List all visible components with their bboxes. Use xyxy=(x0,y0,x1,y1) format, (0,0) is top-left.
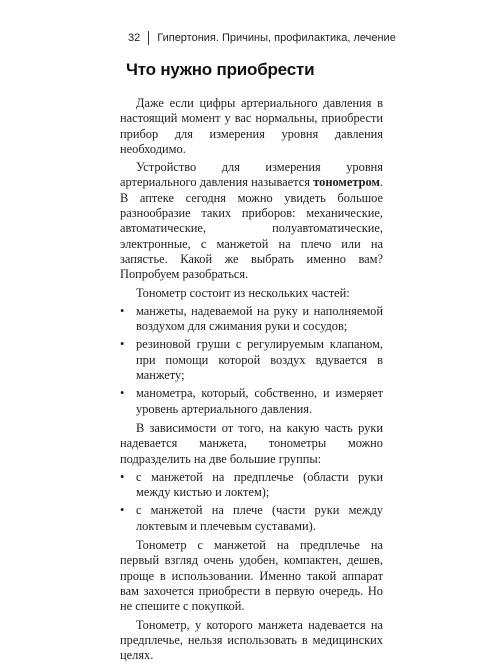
running-header xyxy=(128,30,396,46)
paragraph-2-end: . В аптеке сегодня можно увидеть большое разнообразие таких приборов: механические, автоматические, полуавтоматические, электронные, с манжетой на плечо или на запястье. Какой же выбрать именно вам? Попробуем разобраться. xyxy=(120,175,383,282)
list-item: • с манжетой на предплечье (области руки между кистью и локтем); xyxy=(120,469,383,500)
paragraph-6: Тонометр, у которого манжета надевается на предплечье, нельзя использовать в медицинских целях. xyxy=(120,617,383,663)
header-divider xyxy=(148,31,149,45)
list-item: • манжеты, надеваемой на руку и наполняемой воздухом для сжимания руки и сосудов; xyxy=(120,303,383,334)
body-text xyxy=(120,96,383,666)
section-title: Что нужно приобрести xyxy=(126,60,315,79)
list-item: • с манжетой на плече (части руки между локтевым и плечевым суставами). xyxy=(120,503,383,533)
bullet-icon: • xyxy=(120,503,125,518)
paragraph-1: Даже если цифры артериального давления в настоящий момент у вас нормальны, приобрести прибор для измерения уровня давления необходимо. xyxy=(120,96,383,156)
paragraph-3: Тонометр состоит из нескольких частей: xyxy=(136,285,350,300)
page-number: 32 xyxy=(128,32,141,44)
bullet-icon: • xyxy=(120,337,125,352)
paragraph-2 xyxy=(120,160,383,282)
list-item: • манометра, который, собственно, и измеряет уровень артериального давления. xyxy=(120,386,383,416)
list-item: • резиновой груши с регулируемым клапаном, при помощи которой воздух вдувается в манжету; xyxy=(120,337,383,383)
parts-list xyxy=(120,304,383,417)
paragraph-5: Тонометр с манжетой на предплечье на первый взгляд очень удобен, компактен, дешев, проще в использовании. Именно такой аппарат вам захочется приобрести в первую очередь. Но не спешите с покупкой. xyxy=(120,538,383,614)
bullet-icon: • xyxy=(120,386,125,401)
groups-list xyxy=(120,470,383,534)
bullet-icon: • xyxy=(120,303,125,318)
term-tonometer: тонометром xyxy=(313,175,380,190)
paragraph-4: В зависимости от того, на какую часть руки надевается манжета, тонометры можно подразделить на две большие группы: xyxy=(120,420,383,466)
running-title: Гипертония. Причины, профилактика, лечение xyxy=(157,32,396,44)
bullet-icon: • xyxy=(120,469,125,484)
paragraph-2-start: Устройство для измерения уровня артериального давления называется xyxy=(120,160,383,190)
